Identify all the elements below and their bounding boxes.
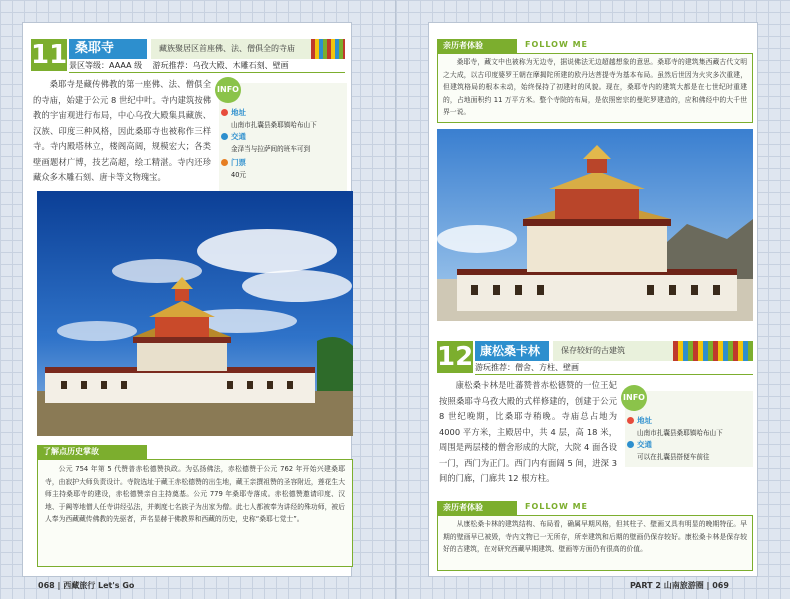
photo-illustration (437, 129, 753, 321)
ticket-label: 门票 (231, 158, 246, 167)
experience-header-2: 亲历者体验 (437, 501, 517, 515)
play-recommendation: 游玩推荐：乌孜大殿、木雕石刻、壁画 (152, 61, 289, 70)
experience-text-2: 从康松桑卡林的建筑结构、布局看，确属早期风格，但其柱子、壁画又具有明显的晚期特征。早期的壁画早已被毁，寺内文物已一无所存，所幸建筑和后期的壁画仍保存较好。康松桑卡林是保存较好的古建筑，在对研究西藏早期建筑、壁画等方面仍有很高的价值。 (443, 520, 747, 554)
location-pin-icon (221, 109, 228, 116)
decorative-pattern-strip (311, 39, 345, 59)
entry-tagline: 藏族聚居区首座佛、法、僧俱全的寺庙 (151, 39, 311, 59)
right-footer: PART 2 山南旅游圈 | 069 (630, 581, 729, 590)
address-value: 山南市扎囊县桑耶镇哈布山下 (637, 429, 723, 437)
entry-meta-bar-12 (475, 362, 753, 375)
book-spine (395, 0, 396, 599)
intro-paragraph: 桑耶寺是藏传佛教的第一座佛、法、僧俱全的寺庙，始建于公元 8 世纪中叶。寺内建筑按佛教的宇宙观进行布局，中心乌孜大殿集具藏族、汉族、印度三种风格，因此桑耶寺也被称作三样寺。寺内殿塔林立，楼阁高阔，规模宏大；各类壁画题材广博，技艺高超，绘工精湛。寺内还珍藏众多木雕石刻、唐卡等文物瑰宝。 (33, 79, 211, 182)
traffic-value: 金泽当与拉萨间的班车可到 (231, 145, 311, 153)
experience-text: 桑耶寺，藏文中也被称为无边寺，据说佛法无边超越想象的意思。桑耶寺的建筑集西藏古代文明之大成，以古印度婆罗王朝在摩揭陀所建的欧丹达菩提寺为基本布局。虽然后世因为火灾多次重建，但建筑格局的根本未动，始终保持了初建时的风貌。现在，桑耶寺内的建筑大都是在七世纪时重建的，占地面积约 11 万平方米。整个寺院的布局，是依照密宗的曼陀罗建造的，应和佛经中的大千世界一说。 (443, 58, 747, 117)
entry-title: 桑耶寺 (69, 39, 147, 59)
entry-number: 11 (31, 40, 68, 70)
decorative-pattern-strip (673, 341, 753, 361)
transport-icon (221, 133, 228, 140)
info-box (219, 83, 347, 191)
info-badge: INFO (215, 77, 241, 103)
transport-icon (627, 441, 634, 448)
right-page (428, 22, 758, 577)
traffic-label: 交通 (637, 440, 652, 449)
play-recommendation-12: 游玩推荐：僧舍、方柱、壁画 (475, 363, 579, 372)
entry-number-12: 12 (437, 342, 474, 372)
history-section-header: 了解点历史掌故 (37, 445, 147, 459)
history-text: 公元 754 年第 5 代赞普赤松德赞执政。为弘扬佛法，赤松德赞于公元 762 年开始兴建桑耶寺，由寂护大师负责设计。寺院选址于藏王赤松德赞的出生地，藏王亲撰祖赞的圣容附近，莲花生大师主持桑耶寺的建设，赤松德赞亲自主持奠基。公元 779 年桑耶寺落成。赤松德赞邀请印度、汉地、于阗等地僧人任寺讲经弘法，并剃度七名族子为出家为僧。此七人都被奉为讲经的殊功师，被后人奉为西藏藏传佛教的先驱者，声名显赫于佛教界和西藏的历史，史称“桑耶七觉士”。 (45, 465, 345, 524)
follow-me-label: FOLLOW ME (525, 40, 589, 49)
address-label: 地址 (637, 416, 652, 425)
samye-monastery-photo (37, 191, 353, 436)
intro-paragraph-12: 康松桑卡林是吐蕃赞普赤松德赞的一位王妃按照桑耶寺乌孜大殿的式样修建的，创建于公元 8 世纪晚期，比桑耶寺稍晚。寺庙总占地为4000 平方米，主殿居中，共 4 层，高 18 米，周围是两层楼的僧舍形成的大院，大院 4 面各设一门，西门为正门。西门内有面阔 5 间，进深 3 间的门廊，门廊共 12 根方柱。 (439, 380, 617, 483)
follow-me-label-2: FOLLOW ME (525, 502, 589, 511)
entry-title-12: 康松桑卡林 (475, 341, 549, 361)
ticket-value: 40元 (231, 171, 246, 179)
left-page (22, 22, 352, 577)
info-badge: INFO (621, 385, 647, 411)
info-box-12 (625, 391, 753, 467)
traffic-label: 交通 (231, 132, 246, 141)
address-label: 地址 (231, 108, 246, 117)
left-footer: 068 | 西藏旅行 Let's Go (38, 581, 135, 590)
traffic-value: 可以在扎囊县搭便车前往 (637, 453, 710, 461)
entry-tagline-12: 保存较好的古建筑 (553, 341, 673, 361)
entry-meta-bar (69, 60, 345, 73)
photo-illustration (37, 191, 353, 436)
kangsong-sangkar-photo (437, 129, 753, 321)
location-pin-icon (627, 417, 634, 424)
experience-header: 亲历者体验 (437, 39, 517, 53)
scenic-grade: 景区等级：AAAA 级 (69, 61, 143, 70)
address-value: 山南市扎囊县桑耶镇哈布山下 (231, 121, 317, 129)
ticket-icon (221, 159, 228, 166)
